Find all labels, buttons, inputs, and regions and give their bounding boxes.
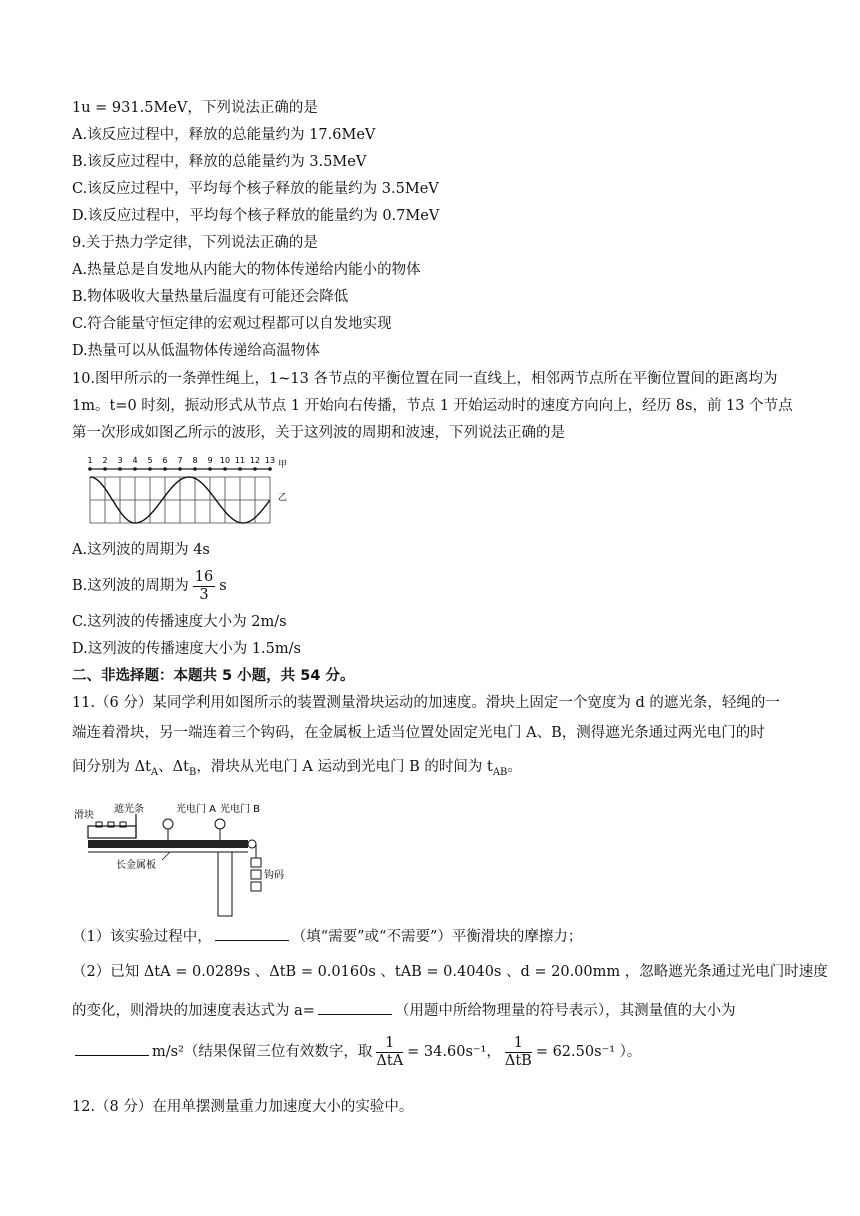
q10-option-d: D.这列波的传播速度大小为 1.5m/s	[72, 641, 301, 657]
label-gate-b: 光电门 B	[220, 804, 261, 815]
node-label: 2	[102, 456, 108, 465]
label-plate: 长金属板	[116, 860, 156, 871]
pulley	[248, 840, 256, 848]
fraction-denominator: 3	[199, 586, 209, 603]
fraction-numerator: 16	[194, 568, 214, 585]
answer-blank[interactable]	[75, 1041, 149, 1056]
text-run: = 34.60s⁻¹，	[407, 1044, 501, 1060]
node-label: 11	[234, 456, 246, 465]
hook-weight	[251, 882, 261, 891]
gate-b-sensor	[215, 819, 225, 829]
node-label: 6	[162, 456, 168, 465]
text-run: （用题中所给物理量的符号表示），其测量值的大小为	[394, 1003, 736, 1019]
q9-option-a: A.热量总是自发地从内能大的物体传递给内能小的物体	[72, 262, 421, 278]
text-run: ，滑块从光电门 A 运动到光电门 B 的时间为 t	[196, 759, 493, 775]
metal-plate	[88, 840, 248, 848]
q11-line-1: 11.（6 分）某同学利用如图所示的装置测量滑块运动的加速度。滑块上固定一个宽度为 d 的遮光条，轻绳的一	[72, 695, 780, 711]
q10-stem-line-2: 1m。t=0 时刻，振动形式从节点 1 开始向右传播，节点 1 开始运动时的速度方向向上，经历 8s，前 13 个节点	[72, 398, 793, 414]
label-slider: 滑块	[74, 810, 94, 821]
q8-option-b: B.该反应过程中，释放的总能量约为 3.5MeV	[72, 154, 367, 170]
q11-line-3	[72, 757, 522, 783]
q10-option-a: A.这列波的周期为 4s	[72, 542, 210, 558]
plate-pointer	[162, 852, 170, 860]
q10-stem-line-3: 第一次形成如图乙所示的波形，关于这列波的周期和波速，下列说法正确的是	[72, 425, 565, 441]
node-label: 10	[219, 456, 231, 465]
text-run: 的变化，则滑块的加速度表达式为 a=	[72, 1003, 315, 1019]
subscript: A	[150, 766, 159, 778]
node-label: 5	[147, 456, 153, 465]
text-run: （1）该实验过程中，	[72, 929, 212, 945]
q8-formula: 1u = 931.5MeV	[72, 100, 188, 116]
table-leg	[218, 852, 232, 916]
node-label: 8	[192, 456, 198, 465]
q8-option-c: C.该反应过程中，平均每个核子释放的能量约为 3.5MeV	[72, 181, 439, 197]
node-label: 13	[264, 456, 276, 465]
node-label: 7	[177, 456, 183, 465]
q11-sub-2-line-3	[72, 1030, 641, 1074]
fraction-2	[505, 1035, 532, 1070]
fraction-numerator: 1	[505, 1035, 532, 1053]
text-run: （填“需要”或“不需要”）平衡滑块的摩擦力；	[291, 929, 583, 945]
label-jia: 甲	[278, 460, 288, 470]
subscript: B	[188, 766, 197, 778]
q10-option-b	[72, 566, 227, 606]
text-run: 、Δt	[158, 759, 189, 775]
q10-option-b-prefix: B.这列波的周期为	[72, 578, 189, 594]
text-run: 。	[507, 759, 522, 775]
fraction-denominator: ΔtA	[376, 1052, 404, 1069]
gate-a-sensor	[163, 819, 173, 829]
node-label: 1	[87, 456, 93, 465]
q10-wave-figure	[80, 455, 300, 527]
text-run: 间分别为 Δt	[72, 759, 151, 775]
q9-stem: 9.关于热力学定律，下列说法正确的是	[72, 235, 318, 251]
q9-option-d: D.热量可以从低温物体传递给高温物体	[72, 343, 320, 359]
q8-intro-text: ，下列说法正确的是	[187, 100, 318, 116]
q11-sub-1	[72, 926, 582, 947]
fraction-1	[376, 1035, 403, 1070]
fraction-numerator: 1	[376, 1035, 403, 1053]
slider-block	[88, 826, 136, 838]
q10-option-c: C.这列波的传播速度大小为 2m/s	[72, 614, 287, 630]
q11-line-2: 端连着滑块，另一端连着三个钩码，在金属板上适当位置处固定光电门 A、B，测得遮光条通过两光电门的时	[72, 725, 765, 741]
label-weights: 钩码	[264, 870, 284, 881]
label-strip: 遮光条	[114, 804, 144, 815]
q8-option-d: D.该反应过程中，平均每个核子释放的能量约为 0.7MeV	[72, 208, 440, 224]
q11-sub-2-line-1: （2）已知 ΔtA = 0.0289s 、ΔtB = 0.0160s 、tAB = 0.4040s 、d = 20.00mm ，忽略遮光条通过光电门时速度	[72, 964, 828, 980]
label-gate-a: 光电门 A	[176, 804, 217, 815]
q10-option-b-unit: s	[219, 578, 227, 594]
node-label: 12	[249, 456, 261, 465]
node-label: 4	[132, 456, 138, 465]
q10-stem-line-1: 10.图甲所示的一条弹性绳上，1~13 各节点的平衡位置在同一直线上，相邻两节点所在平衡位置间的距离均为	[72, 371, 778, 387]
node-label: 9	[207, 456, 213, 465]
text-run: m/s²（结果保留三位有效数字，取	[152, 1044, 373, 1060]
section-heading: 二、非选择题：本题共 5 小题，共 54 分。	[72, 668, 355, 684]
q9-option-c: C.符合能量守恒定律的宏观过程都可以自发地实现	[72, 316, 392, 332]
q11-apparatus-figure	[72, 800, 312, 920]
text-run: = 62.50s⁻¹ ）。	[535, 1044, 642, 1060]
fraction-denominator: ΔtB	[504, 1052, 532, 1069]
q9-option-b: B.物体吸收大量热量后温度有可能还会降低	[72, 289, 349, 305]
hook-weight	[251, 858, 261, 867]
q8-intro	[72, 98, 318, 118]
q8-option-a: A.该反应过程中，释放的总能量约为 17.6MeV	[72, 127, 376, 143]
answer-blank[interactable]	[215, 926, 289, 941]
hook-weight	[251, 870, 261, 879]
q10-period-fraction	[193, 569, 215, 604]
answer-blank[interactable]	[318, 1000, 392, 1015]
subscript: AB	[492, 766, 508, 778]
label-yi: 乙	[278, 493, 288, 503]
node-label: 3	[117, 456, 123, 465]
q11-sub-2-line-2	[72, 1000, 736, 1021]
q12-stem: 12.（8 分）在用单摆测量重力加速度大小的实验中。	[72, 1099, 414, 1115]
